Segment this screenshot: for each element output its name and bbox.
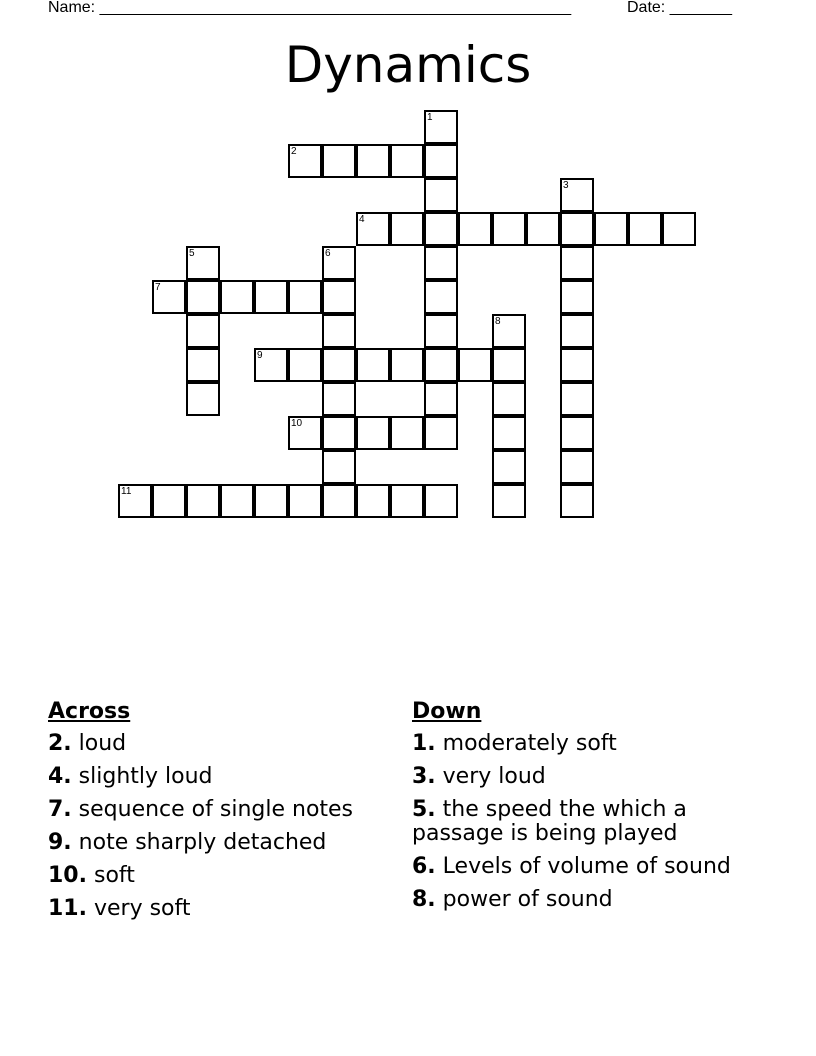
grid-cell[interactable]	[560, 212, 594, 246]
cell-number: 1	[427, 112, 433, 123]
grid-cell[interactable]	[118, 484, 152, 518]
grid-cell[interactable]	[322, 246, 356, 280]
grid-cell[interactable]	[492, 382, 526, 416]
cell-number: 10	[291, 418, 303, 429]
cell-number: 7	[155, 282, 161, 293]
grid-cell[interactable]	[458, 212, 492, 246]
clue-number: 8.	[412, 887, 436, 912]
grid-cell[interactable]	[458, 348, 492, 382]
grid-cell[interactable]	[254, 484, 288, 518]
grid-cell[interactable]	[254, 348, 288, 382]
grid-cell[interactable]	[492, 416, 526, 450]
date-line[interactable]: Date: _______	[627, 0, 732, 16]
grid-cell[interactable]	[424, 314, 458, 348]
grid-cell[interactable]	[560, 416, 594, 450]
grid-cell[interactable]	[186, 348, 220, 382]
grid-cell[interactable]	[186, 280, 220, 314]
grid-cell[interactable]	[322, 450, 356, 484]
clue-text: very loud	[435, 764, 546, 789]
cell-number: 8	[495, 316, 501, 327]
grid-cell[interactable]	[356, 144, 390, 178]
grid-cell[interactable]	[254, 280, 288, 314]
grid-cell[interactable]	[424, 382, 458, 416]
clue-across-2	[48, 732, 418, 756]
grid-cell[interactable]	[186, 484, 220, 518]
grid-cell[interactable]	[186, 314, 220, 348]
grid-cell[interactable]	[152, 484, 186, 518]
clue-number: 7.	[48, 797, 72, 822]
clue-across-10	[48, 864, 418, 888]
grid-cell[interactable]	[560, 246, 594, 280]
grid-cell[interactable]	[492, 212, 526, 246]
clue-across-4	[48, 765, 418, 789]
clue-text: power of sound	[435, 887, 613, 912]
grid-cell[interactable]	[288, 416, 322, 450]
grid-cell[interactable]	[288, 348, 322, 382]
grid-cell[interactable]	[492, 484, 526, 518]
grid-cell[interactable]	[356, 416, 390, 450]
grid-cell[interactable]	[492, 450, 526, 484]
clue-down-8	[412, 888, 782, 912]
clue-text: loud	[71, 731, 127, 756]
grid-cell[interactable]	[560, 348, 594, 382]
grid-cell[interactable]	[424, 212, 458, 246]
clue-number: 9.	[48, 830, 72, 855]
clue-text: sequence of single notes	[71, 797, 354, 822]
across-clues	[48, 700, 418, 930]
puzzle-title: Dynamics	[284, 36, 532, 94]
clue-text: note sharply detached	[71, 830, 327, 855]
grid-cell[interactable]	[220, 280, 254, 314]
grid-cell[interactable]	[356, 348, 390, 382]
grid-cell[interactable]	[152, 280, 186, 314]
grid-cell[interactable]	[526, 212, 560, 246]
grid-cell[interactable]	[186, 246, 220, 280]
grid-cell[interactable]	[424, 110, 458, 144]
grid-cell[interactable]	[390, 144, 424, 178]
clue-number: 5.	[412, 797, 436, 822]
grid-cell[interactable]	[560, 484, 594, 518]
clue-down-1	[412, 732, 782, 756]
clue-down-5	[412, 798, 782, 846]
across-heading: Across	[48, 699, 131, 724]
grid-cell[interactable]	[492, 314, 526, 348]
cell-number: 5	[189, 248, 195, 259]
clue-across-11	[48, 897, 418, 921]
grid-cell[interactable]	[390, 484, 424, 518]
cell-number: 3	[563, 180, 569, 191]
grid-cell[interactable]	[390, 348, 424, 382]
grid-cell[interactable]	[662, 212, 696, 246]
grid-cell[interactable]	[288, 484, 322, 518]
grid-cell[interactable]	[356, 212, 390, 246]
clue-number: 4.	[48, 764, 72, 789]
cell-number: 6	[325, 248, 331, 259]
grid-cell[interactable]	[288, 280, 322, 314]
grid-cell[interactable]	[492, 348, 526, 382]
clue-across-9	[48, 831, 418, 855]
grid-cell[interactable]	[390, 212, 424, 246]
grid-cell[interactable]	[322, 348, 356, 382]
grid-cell[interactable]	[220, 484, 254, 518]
grid-cell[interactable]	[594, 212, 628, 246]
down-clues	[412, 700, 782, 921]
grid-cell[interactable]	[424, 484, 458, 518]
grid-cell[interactable]	[560, 280, 594, 314]
cell-number: 9	[257, 350, 263, 361]
grid-cell[interactable]	[356, 484, 390, 518]
grid-cell[interactable]	[560, 178, 594, 212]
cell-number: 2	[291, 146, 297, 157]
clue-number: 6.	[412, 854, 436, 879]
grid-cell[interactable]	[424, 246, 458, 280]
clue-down-3	[412, 765, 782, 789]
clue-text: Levels of volume of sound	[435, 854, 731, 879]
clue-number: 3.	[412, 764, 436, 789]
grid-cell[interactable]	[322, 484, 356, 518]
clue-text: the speed the which a passage is being played	[412, 797, 687, 846]
grid-cell[interactable]	[628, 212, 662, 246]
grid-cell[interactable]	[424, 348, 458, 382]
clue-number: 2.	[48, 731, 72, 756]
grid-cell[interactable]	[424, 280, 458, 314]
grid-cell[interactable]	[322, 280, 356, 314]
clue-number: 11.	[48, 896, 87, 921]
down-heading: Down	[412, 699, 482, 724]
cell-number: 4	[359, 214, 365, 225]
clue-text: slightly loud	[71, 764, 213, 789]
grid-cell[interactable]	[424, 178, 458, 212]
grid-cell[interactable]	[560, 382, 594, 416]
clue-text: soft	[86, 863, 135, 888]
clue-across-7	[48, 798, 418, 822]
clue-text: moderately soft	[435, 731, 617, 756]
clue-number: 10.	[48, 863, 87, 888]
grid-cell[interactable]	[560, 450, 594, 484]
grid-cell[interactable]	[322, 144, 356, 178]
grid-cell[interactable]	[186, 382, 220, 416]
grid-cell[interactable]	[560, 314, 594, 348]
clue-down-6	[412, 855, 782, 879]
grid-cell[interactable]	[424, 144, 458, 178]
clue-text: very soft	[86, 896, 191, 921]
grid-cell[interactable]	[390, 416, 424, 450]
clue-number: 1.	[412, 731, 436, 756]
grid-cell[interactable]	[322, 382, 356, 416]
grid-cell[interactable]	[288, 144, 322, 178]
name-line[interactable]: Name: _____________________________________________________	[48, 0, 572, 16]
grid-cell[interactable]	[322, 416, 356, 450]
cell-number: 11	[121, 486, 132, 497]
grid-cell[interactable]	[322, 314, 356, 348]
grid-cell[interactable]	[424, 416, 458, 450]
